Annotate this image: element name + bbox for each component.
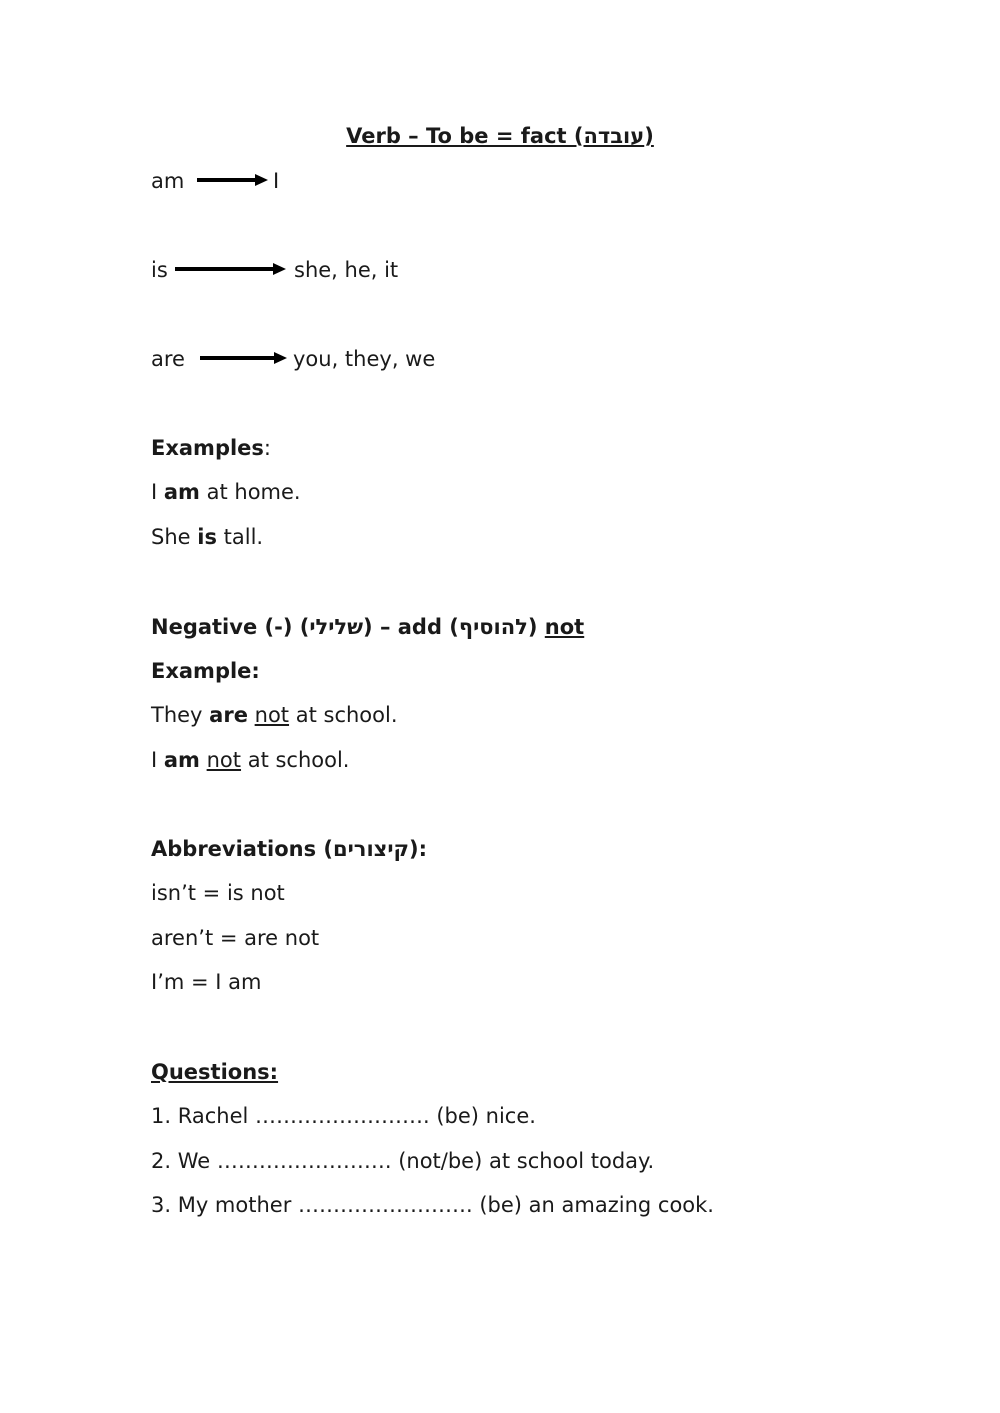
examples-heading-colon: :	[263, 436, 271, 460]
questions-heading: Questions:	[151, 1060, 279, 1084]
sentence-text: They	[151, 703, 210, 727]
verb-are: are	[151, 347, 185, 371]
arrow-right-icon	[175, 261, 287, 277]
examples-heading-text: Examples	[151, 436, 264, 460]
examples-heading	[151, 435, 271, 461]
abbreviation-item: I’m = I am	[151, 970, 262, 994]
sentence-text	[200, 748, 207, 772]
sentence-text: at school.	[241, 748, 350, 772]
abbreviation-item: aren’t = are not	[151, 926, 320, 950]
negative-sentence	[151, 702, 398, 728]
negative-sentence	[151, 747, 350, 773]
verb-bold: is	[197, 525, 217, 549]
sentence-text: at school.	[289, 703, 398, 727]
example-sentence	[151, 524, 263, 550]
subjects-are: you, they, we	[293, 347, 436, 371]
verb-bold: am	[163, 480, 200, 504]
sentence-text: I	[151, 480, 164, 504]
verb-bold: am	[163, 748, 200, 772]
subjects-is: she, he, it	[294, 258, 399, 282]
page-title: Verb – To be = fact (עובדה)	[346, 124, 654, 148]
sentence-text: at home.	[199, 480, 301, 504]
example-sentence	[151, 479, 301, 505]
negative-heading-not: not	[544, 615, 585, 639]
sentence-text: I	[151, 748, 164, 772]
sentence-text: She	[151, 525, 198, 549]
verb-am: am	[151, 169, 185, 193]
subjects-am: I	[273, 169, 280, 193]
verb-is: is	[151, 258, 168, 282]
question-item: 1. Rachel ……………………. (be) nice.	[151, 1104, 536, 1128]
verb-bold: are	[209, 703, 248, 727]
not-underlined: not	[206, 748, 242, 772]
arrow-right-icon	[200, 350, 288, 366]
not-underlined: not	[254, 703, 290, 727]
arrow-right-icon	[197, 172, 269, 188]
abbreviation-item: isn’t = is not	[151, 881, 285, 905]
negative-heading-text: Negative (-) (שלילי) – add (להוסיף)	[151, 615, 545, 639]
question-item: 3. My mother ……………………. (be) an amazing cook.	[151, 1193, 714, 1217]
negative-heading	[151, 614, 584, 640]
sentence-text: tall.	[216, 525, 264, 549]
negative-example-label: Example:	[151, 659, 260, 683]
abbreviations-heading: Abbreviations (קיצורים):	[151, 837, 428, 861]
sentence-text	[248, 703, 255, 727]
question-item: 2. We ……………………. (not/be) at school today.	[151, 1149, 655, 1173]
